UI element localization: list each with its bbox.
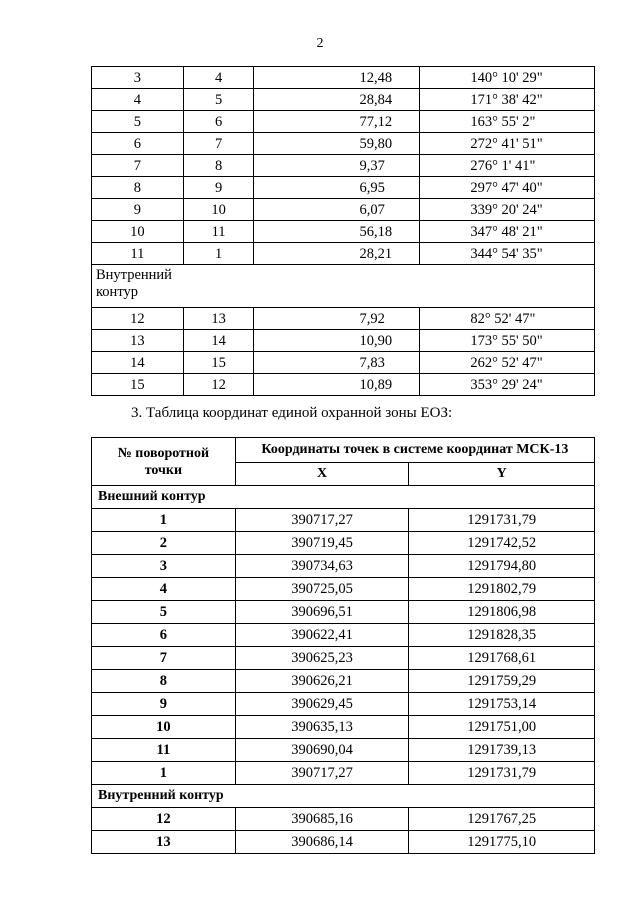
bearing-cell: 276° 1' 41" (420, 155, 595, 177)
y-coordinate-cell: 1291742,52 (409, 532, 595, 555)
from-point-cell: 15 (92, 374, 184, 396)
distance-cell: 59,80 (254, 133, 420, 155)
to-point-cell: 13 (183, 308, 254, 330)
header-point-line1: № поворотной (117, 445, 210, 461)
point-number-cell: 9 (92, 693, 236, 716)
coordinates-table (91, 437, 595, 854)
point-number-cell: 11 (92, 739, 236, 762)
x-coordinate-cell: 390626,21 (235, 670, 409, 693)
table-row (92, 693, 595, 716)
section-row (92, 486, 595, 509)
section-row (92, 265, 595, 308)
inner-contour-label (92, 265, 595, 308)
section-row (92, 785, 595, 808)
to-point-cell: 15 (183, 352, 254, 374)
y-coordinate-cell: 1291759,29 (409, 670, 595, 693)
distance-cell: 12,48 (254, 67, 420, 89)
distance-cell: 7,83 (254, 352, 420, 374)
to-point-cell: 5 (183, 89, 254, 111)
bearing-cell: 262° 52' 47" (420, 352, 595, 374)
to-point-cell: 4 (183, 67, 254, 89)
from-point-cell: 4 (92, 89, 184, 111)
x-coordinate-cell: 390696,51 (235, 601, 409, 624)
x-coordinate-cell: 390690,04 (235, 739, 409, 762)
bearing-cell: 353° 29' 24" (420, 374, 595, 396)
distance-cell: 6,07 (254, 199, 420, 221)
to-point-cell: 1 (183, 243, 254, 265)
distance-cell: 10,89 (254, 374, 420, 396)
table-row (92, 670, 595, 693)
from-point-cell: 6 (92, 133, 184, 155)
table-row (92, 532, 595, 555)
bearing-cell: 339° 20' 24" (420, 199, 595, 221)
to-point-cell: 9 (183, 177, 254, 199)
table-row (92, 739, 595, 762)
table-row (92, 221, 595, 243)
table-row (92, 762, 595, 785)
table-row (92, 67, 595, 89)
bearing-cell: 347° 48' 21" (420, 221, 595, 243)
distance-cell: 77,12 (254, 111, 420, 133)
from-point-cell: 12 (92, 308, 184, 330)
y-coordinate-cell: 1291775,10 (409, 831, 595, 854)
x-coordinate-cell: 390685,16 (235, 808, 409, 831)
point-number-cell: 12 (92, 808, 236, 831)
bearing-cell: 140° 10' 29" (420, 67, 595, 89)
point-number-cell: 1 (92, 762, 236, 785)
x-coordinate-cell: 390719,45 (235, 532, 409, 555)
table-row (92, 177, 595, 199)
inner-contour-label-line1: Внутренний (96, 267, 172, 283)
distance-cell: 7,92 (254, 308, 420, 330)
table-row (92, 716, 595, 739)
point-number-cell: 13 (92, 831, 236, 854)
segments-table (91, 66, 595, 396)
distance-cell: 56,18 (254, 221, 420, 243)
to-point-cell: 14 (183, 330, 254, 352)
table-row (92, 243, 595, 265)
header-point-number (92, 438, 236, 486)
y-coordinate-cell: 1291794,80 (409, 555, 595, 578)
inner-contour-label: Внутренний контур (92, 785, 595, 808)
point-number-cell: 5 (92, 601, 236, 624)
x-coordinate-cell: 390625,23 (235, 647, 409, 670)
x-coordinate-cell: 390622,41 (235, 624, 409, 647)
table-row (92, 831, 595, 854)
point-number-cell: 10 (92, 716, 236, 739)
y-coordinate-cell: 1291806,98 (409, 601, 595, 624)
header-y: Y (409, 463, 595, 486)
table-row (92, 89, 595, 111)
from-point-cell: 9 (92, 199, 184, 221)
from-point-cell: 14 (92, 352, 184, 374)
point-number-cell: 6 (92, 624, 236, 647)
point-number-cell: 1 (92, 509, 236, 532)
x-coordinate-cell: 390686,14 (235, 831, 409, 854)
to-point-cell: 8 (183, 155, 254, 177)
x-coordinate-cell: 390717,27 (235, 509, 409, 532)
from-point-cell: 3 (92, 67, 184, 89)
from-point-cell: 5 (92, 111, 184, 133)
to-point-cell: 10 (183, 199, 254, 221)
table-row (92, 808, 595, 831)
point-number-cell: 4 (92, 578, 236, 601)
table-caption: 3. Таблица координат единой охранной зоны ЕОЗ: (131, 405, 453, 421)
x-coordinate-cell: 390725,05 (235, 578, 409, 601)
header-point-line2: точки (144, 462, 183, 478)
y-coordinate-cell: 1291828,35 (409, 624, 595, 647)
bearing-cell: 163° 55' 2" (420, 111, 595, 133)
y-coordinate-cell: 1291731,79 (409, 509, 595, 532)
y-coordinate-cell: 1291739,13 (409, 739, 595, 762)
from-point-cell: 10 (92, 221, 184, 243)
bearing-cell: 297° 47' 40" (420, 177, 595, 199)
y-coordinate-cell: 1291767,25 (409, 808, 595, 831)
bearing-cell: 272° 41' 51" (420, 133, 595, 155)
x-coordinate-cell: 390629,45 (235, 693, 409, 716)
to-point-cell: 12 (183, 374, 254, 396)
bearing-cell: 171° 38' 42" (420, 89, 595, 111)
point-number-cell: 3 (92, 555, 236, 578)
y-coordinate-cell: 1291802,79 (409, 578, 595, 601)
to-point-cell: 7 (183, 133, 254, 155)
inner-contour-label-line2: контур (96, 284, 138, 300)
x-coordinate-cell: 390635,13 (235, 716, 409, 739)
point-number-cell: 8 (92, 670, 236, 693)
to-point-cell: 6 (183, 111, 254, 133)
x-coordinate-cell: 390717,27 (235, 762, 409, 785)
from-point-cell: 7 (92, 155, 184, 177)
distance-cell: 9,37 (254, 155, 420, 177)
bearing-cell: 82° 52' 47" (420, 308, 595, 330)
point-number-cell: 7 (92, 647, 236, 670)
table-row (92, 555, 595, 578)
distance-cell: 28,21 (254, 243, 420, 265)
bearing-cell: 344° 54' 35" (420, 243, 595, 265)
table-row (92, 155, 595, 177)
table-row (92, 374, 595, 396)
table-row (92, 330, 595, 352)
table-row (92, 509, 595, 532)
from-point-cell: 8 (92, 177, 184, 199)
to-point-cell: 11 (183, 221, 254, 243)
distance-cell: 6,95 (254, 177, 420, 199)
y-coordinate-cell: 1291768,61 (409, 647, 595, 670)
table-row (92, 352, 595, 374)
y-coordinate-cell: 1291751,00 (409, 716, 595, 739)
distance-cell: 28,84 (254, 89, 420, 111)
y-coordinate-cell: 1291731,79 (409, 762, 595, 785)
from-point-cell: 13 (92, 330, 184, 352)
bearing-cell: 173° 55' 50" (420, 330, 595, 352)
table-row (92, 578, 595, 601)
page-number: 2 (316, 36, 324, 51)
point-number-cell: 2 (92, 532, 236, 555)
outer-contour-label: Внешний контур (92, 486, 595, 509)
header-coordinates: Координаты точек в системе координат МСК-13 (235, 438, 594, 463)
header-x: X (235, 463, 409, 486)
table-row (92, 624, 595, 647)
table-row (92, 647, 595, 670)
distance-cell: 10,90 (254, 330, 420, 352)
y-coordinate-cell: 1291753,14 (409, 693, 595, 716)
x-coordinate-cell: 390734,63 (235, 555, 409, 578)
table-row (92, 133, 595, 155)
table-row (92, 199, 595, 221)
from-point-cell: 11 (92, 243, 184, 265)
table-row (92, 601, 595, 624)
table-row (92, 111, 595, 133)
table-row (92, 308, 595, 330)
